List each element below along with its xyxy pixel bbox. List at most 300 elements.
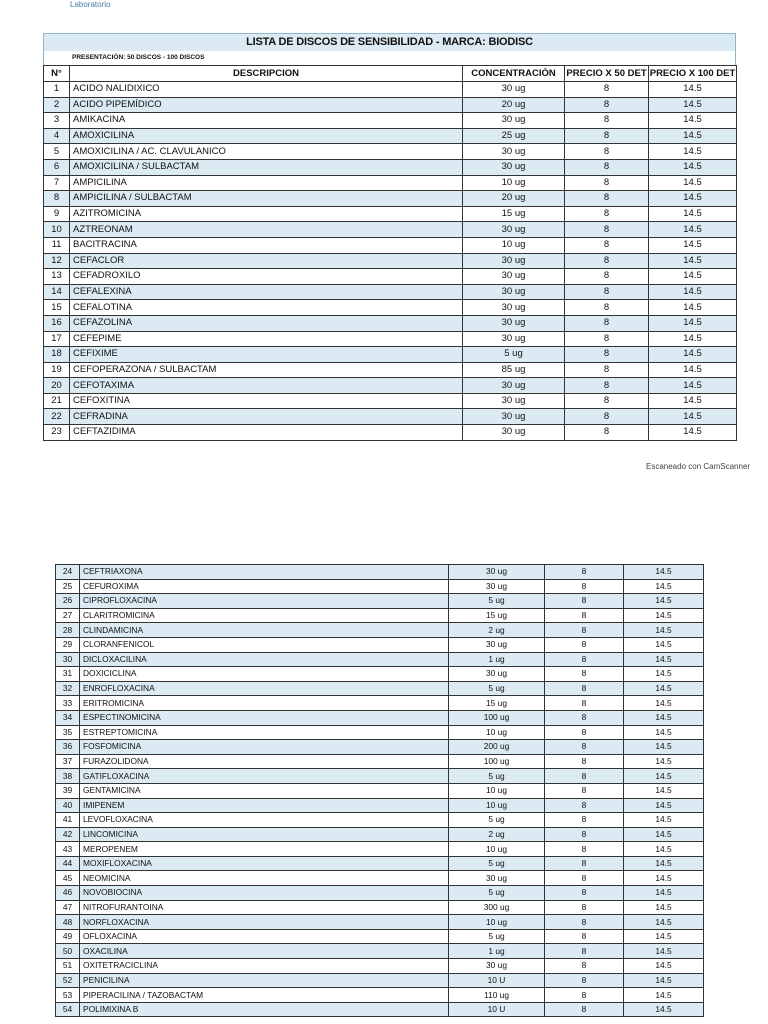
row-price-100: 14.5 [624, 637, 704, 652]
row-description: ESPECTINOMICINA [80, 710, 449, 725]
row-concentration: 200 ug [449, 740, 545, 755]
row-description: CEFACLOR [70, 253, 463, 269]
row-description: BACITRACINA [70, 237, 463, 253]
row-description: CEFOTAXIMA [70, 378, 463, 394]
row-description: PIPERACILINA / TAZOBACTAM [80, 988, 449, 1003]
table-row [44, 237, 737, 253]
sensitivity-table-part2 [55, 564, 704, 1017]
row-price-50: 8 [545, 579, 624, 594]
row-price-100: 14.5 [649, 409, 737, 425]
row-price-50: 8 [545, 608, 624, 623]
row-price-50: 8 [565, 425, 649, 441]
row-price-50: 8 [565, 300, 649, 316]
row-concentration: 30 ug [449, 667, 545, 682]
row-price-50: 8 [545, 710, 624, 725]
row-description: AMOXICILINA [70, 128, 463, 144]
row-number: 12 [44, 253, 70, 269]
row-description: AMPICILINA / SULBACTAM [70, 191, 463, 207]
row-number: 14 [44, 284, 70, 300]
table-row [56, 740, 704, 755]
row-concentration: 2 ug [449, 827, 545, 842]
row-description: LEVOFLOXACINA [80, 813, 449, 828]
table-row [56, 667, 704, 682]
row-number: 27 [56, 608, 80, 623]
row-number: 50 [56, 944, 80, 959]
row-price-50: 8 [545, 988, 624, 1003]
row-description: NORFLOXACINA [80, 915, 449, 930]
row-description: CEFIXIME [70, 347, 463, 363]
row-price-100: 14.5 [624, 710, 704, 725]
row-price-100: 14.5 [624, 827, 704, 842]
row-description: CEFTAZIDIMA [70, 425, 463, 441]
row-price-50: 8 [545, 594, 624, 609]
row-concentration: 5 ug [449, 929, 545, 944]
table-row [56, 944, 704, 959]
row-number: 10 [44, 222, 70, 238]
row-description: PENICILINA [80, 973, 449, 988]
row-concentration: 30 ug [463, 269, 565, 285]
row-price-50: 8 [545, 929, 624, 944]
row-price-100: 14.5 [624, 667, 704, 682]
row-description: ERITROMICINA [80, 696, 449, 711]
cropped-header-fragment: Laboratorio [70, 0, 111, 9]
row-number: 40 [56, 798, 80, 813]
row-number: 18 [44, 347, 70, 363]
row-price-50: 8 [545, 681, 624, 696]
row-description: ACIDO NALIDIXICO [70, 82, 463, 98]
row-concentration: 5 ug [463, 347, 565, 363]
row-price-100: 14.5 [624, 608, 704, 623]
table-row [44, 206, 737, 222]
table-row [56, 856, 704, 871]
header-price-100: PRECIO X 100 DET [649, 66, 737, 82]
row-number: 29 [56, 637, 80, 652]
row-concentration: 30 ug [463, 159, 565, 175]
row-price-100: 14.5 [624, 623, 704, 638]
row-concentration: 85 ug [463, 362, 565, 378]
row-concentration: 30 ug [463, 425, 565, 441]
row-price-50: 8 [565, 253, 649, 269]
row-number: 47 [56, 900, 80, 915]
row-description: CEFALOTINA [70, 300, 463, 316]
row-price-50: 8 [565, 409, 649, 425]
row-description: CEFTRIAXONA [80, 565, 449, 580]
row-description: DICLOXACILINA [80, 652, 449, 667]
row-concentration: 5 ug [449, 769, 545, 784]
table-row [44, 222, 737, 238]
row-price-100: 14.5 [649, 222, 737, 238]
row-price-50: 8 [545, 944, 624, 959]
row-price-100: 14.5 [649, 159, 737, 175]
row-price-100: 14.5 [624, 944, 704, 959]
row-number: 43 [56, 842, 80, 857]
row-price-100: 14.5 [649, 393, 737, 409]
row-number: 54 [56, 1002, 80, 1017]
table-row [56, 783, 704, 798]
row-price-100: 14.5 [649, 378, 737, 394]
row-number: 19 [44, 362, 70, 378]
row-concentration: 100 ug [449, 754, 545, 769]
table-row [44, 128, 737, 144]
row-price-100: 14.5 [649, 347, 737, 363]
row-number: 16 [44, 315, 70, 331]
row-number: 51 [56, 959, 80, 974]
table-row [56, 1002, 704, 1017]
row-price-100: 14.5 [624, 871, 704, 886]
row-description: ACIDO PIPEMÍDICO [70, 97, 463, 113]
row-price-100: 14.5 [649, 300, 737, 316]
table-row [44, 253, 737, 269]
row-concentration: 5 ug [449, 681, 545, 696]
row-price-100: 14.5 [649, 253, 737, 269]
table-row [44, 378, 737, 394]
row-number: 38 [56, 769, 80, 784]
row-number: 17 [44, 331, 70, 347]
row-description: CLARITROMICINA [80, 608, 449, 623]
table-row [56, 623, 704, 638]
row-description: ESTREPTOMICINA [80, 725, 449, 740]
row-price-100: 14.5 [649, 362, 737, 378]
row-number: 5 [44, 144, 70, 160]
row-price-50: 8 [565, 113, 649, 129]
row-price-100: 14.5 [649, 175, 737, 191]
row-concentration: 10 U [449, 1002, 545, 1017]
table-row [44, 284, 737, 300]
row-number: 21 [44, 393, 70, 409]
row-number: 42 [56, 827, 80, 842]
header-price-50: PRECIO X 50 DET [565, 66, 649, 82]
row-description: AMOXICILINA / AC. CLAVULANICO [70, 144, 463, 160]
row-number: 11 [44, 237, 70, 253]
row-concentration: 30 ug [463, 300, 565, 316]
row-number: 37 [56, 754, 80, 769]
row-number: 25 [56, 579, 80, 594]
row-number: 32 [56, 681, 80, 696]
row-price-100: 14.5 [624, 856, 704, 871]
row-concentration: 20 ug [463, 191, 565, 207]
row-price-100: 14.5 [624, 886, 704, 901]
table-row [44, 347, 737, 363]
table-row [56, 710, 704, 725]
row-price-50: 8 [565, 237, 649, 253]
table-row [56, 988, 704, 1003]
row-number: 8 [44, 191, 70, 207]
row-description: AMPICILINA [70, 175, 463, 191]
row-concentration: 110 ug [449, 988, 545, 1003]
row-price-100: 14.5 [624, 769, 704, 784]
row-description: CLINDAMICINA [80, 623, 449, 638]
table-header-row [44, 66, 737, 82]
row-concentration: 30 ug [463, 331, 565, 347]
row-description: OFLOXACINA [80, 929, 449, 944]
row-number: 33 [56, 696, 80, 711]
table-row [44, 425, 737, 441]
table-row [44, 409, 737, 425]
table-title: LISTA DE DISCOS DE SENSIBILIDAD - MARCA: BIODISC [43, 33, 736, 51]
row-price-100: 14.5 [624, 565, 704, 580]
row-price-50: 8 [545, 856, 624, 871]
row-price-50: 8 [545, 900, 624, 915]
row-price-100: 14.5 [649, 206, 737, 222]
row-price-50: 8 [545, 667, 624, 682]
row-price-50: 8 [565, 393, 649, 409]
row-description: CEFRADINA [70, 409, 463, 425]
row-description: CEFUROXIMA [80, 579, 449, 594]
header-concentration: CONCENTRACIÓN [463, 66, 565, 82]
row-concentration: 30 ug [449, 579, 545, 594]
row-price-50: 8 [545, 754, 624, 769]
row-number: 1 [44, 82, 70, 98]
row-price-50: 8 [545, 886, 624, 901]
row-description: CIPROFLOXACINA [80, 594, 449, 609]
table-row [56, 959, 704, 974]
row-description: OXITETRACICLINA [80, 959, 449, 974]
row-concentration: 30 ug [463, 253, 565, 269]
row-price-50: 8 [545, 959, 624, 974]
row-concentration: 30 ug [449, 871, 545, 886]
table-row [56, 681, 704, 696]
row-price-50: 8 [565, 315, 649, 331]
row-description: CEFEPIME [70, 331, 463, 347]
row-price-50: 8 [565, 347, 649, 363]
row-concentration: 1 ug [449, 652, 545, 667]
row-number: 45 [56, 871, 80, 886]
row-price-50: 8 [545, 915, 624, 930]
row-price-50: 8 [565, 378, 649, 394]
row-price-50: 8 [545, 637, 624, 652]
table-row [44, 175, 737, 191]
header-number: N° [44, 66, 70, 82]
row-concentration: 30 ug [463, 82, 565, 98]
row-price-100: 14.5 [624, 798, 704, 813]
table-row [56, 827, 704, 842]
row-price-50: 8 [565, 222, 649, 238]
row-price-100: 14.5 [649, 82, 737, 98]
row-number: 44 [56, 856, 80, 871]
table-row [56, 915, 704, 930]
sensitivity-table-part1 [43, 33, 736, 441]
row-number: 2 [44, 97, 70, 113]
row-price-50: 8 [545, 696, 624, 711]
row-concentration: 15 ug [449, 696, 545, 711]
row-price-50: 8 [565, 144, 649, 160]
row-price-50: 8 [565, 191, 649, 207]
row-price-100: 14.5 [624, 988, 704, 1003]
row-price-50: 8 [545, 827, 624, 842]
table-row [56, 871, 704, 886]
row-description: ENROFLOXACINA [80, 681, 449, 696]
table-row [56, 813, 704, 828]
row-price-100: 14.5 [624, 973, 704, 988]
row-price-100: 14.5 [624, 900, 704, 915]
row-price-50: 8 [565, 284, 649, 300]
table-row [44, 82, 737, 98]
table-row [56, 652, 704, 667]
row-number: 31 [56, 667, 80, 682]
row-description: POLIMIXINA B [80, 1002, 449, 1017]
row-concentration: 15 ug [463, 206, 565, 222]
table-row [56, 725, 704, 740]
row-number: 3 [44, 113, 70, 129]
table-row [56, 929, 704, 944]
row-concentration: 30 ug [463, 409, 565, 425]
row-price-50: 8 [545, 973, 624, 988]
row-concentration: 30 ug [463, 378, 565, 394]
row-concentration: 300 ug [449, 900, 545, 915]
row-concentration: 10 ug [463, 175, 565, 191]
row-price-100: 14.5 [649, 425, 737, 441]
row-concentration: 15 ug [449, 608, 545, 623]
row-number: 46 [56, 886, 80, 901]
row-description: AZITROMICINA [70, 206, 463, 222]
row-number: 9 [44, 206, 70, 222]
row-number: 49 [56, 929, 80, 944]
row-price-50: 8 [545, 623, 624, 638]
row-price-100: 14.5 [649, 269, 737, 285]
row-description: FOSFOMICINA [80, 740, 449, 755]
row-number: 28 [56, 623, 80, 638]
row-price-100: 14.5 [624, 594, 704, 609]
row-number: 24 [56, 565, 80, 580]
row-price-50: 8 [565, 82, 649, 98]
table-row [44, 159, 737, 175]
row-price-50: 8 [545, 842, 624, 857]
row-concentration: 10 ug [449, 842, 545, 857]
row-description: AMIKACINA [70, 113, 463, 129]
row-price-100: 14.5 [649, 315, 737, 331]
row-price-100: 14.5 [649, 331, 737, 347]
row-price-50: 8 [545, 798, 624, 813]
row-price-100: 14.5 [624, 842, 704, 857]
table-row [56, 886, 704, 901]
row-description: CEFAZOLINA [70, 315, 463, 331]
row-number: 20 [44, 378, 70, 394]
row-concentration: 10 ug [449, 915, 545, 930]
table-row [44, 315, 737, 331]
row-number: 48 [56, 915, 80, 930]
row-price-100: 14.5 [649, 237, 737, 253]
row-number: 13 [44, 269, 70, 285]
table-row [56, 637, 704, 652]
row-description: CEFOPERAZONA / SULBACTAM [70, 362, 463, 378]
row-price-50: 8 [565, 159, 649, 175]
row-price-100: 14.5 [624, 959, 704, 974]
row-concentration: 5 ug [449, 856, 545, 871]
row-number: 35 [56, 725, 80, 740]
table-row [56, 579, 704, 594]
row-price-50: 8 [545, 783, 624, 798]
table-row [56, 842, 704, 857]
scanner-watermark: Escaneado con CamScanner [646, 462, 751, 471]
table-subtitle: PRESENTACIÓN: 50 DISCOS - 100 DISCOS [43, 51, 736, 65]
table-row [44, 300, 737, 316]
row-concentration: 30 ug [463, 113, 565, 129]
table-row [56, 565, 704, 580]
row-price-50: 8 [545, 769, 624, 784]
row-price-100: 14.5 [624, 652, 704, 667]
row-description: CLORANFENICOL [80, 637, 449, 652]
row-price-100: 14.5 [649, 144, 737, 160]
table-row [56, 594, 704, 609]
header-description: DESCRIPCION [70, 66, 463, 82]
table-row [44, 191, 737, 207]
table-row [44, 331, 737, 347]
row-concentration: 5 ug [449, 813, 545, 828]
row-price-50: 8 [565, 175, 649, 191]
row-price-100: 14.5 [624, 813, 704, 828]
row-description: GATIFLOXACINA [80, 769, 449, 784]
row-description: GENTAMICINA [80, 783, 449, 798]
row-number: 15 [44, 300, 70, 316]
row-concentration: 2 ug [449, 623, 545, 638]
row-price-100: 14.5 [649, 191, 737, 207]
table-row [44, 97, 737, 113]
row-description: FURAZOLIDONA [80, 754, 449, 769]
row-price-50: 8 [545, 652, 624, 667]
row-concentration: 30 ug [463, 393, 565, 409]
row-price-50: 8 [565, 97, 649, 113]
row-price-50: 8 [545, 813, 624, 828]
table-row [44, 393, 737, 409]
row-price-50: 8 [545, 725, 624, 740]
row-description: IMIPENEM [80, 798, 449, 813]
row-concentration: 100 ug [449, 710, 545, 725]
row-price-100: 14.5 [624, 740, 704, 755]
row-concentration: 5 ug [449, 886, 545, 901]
row-number: 4 [44, 128, 70, 144]
row-description: NOVOBIOCINA [80, 886, 449, 901]
row-price-100: 14.5 [624, 915, 704, 930]
row-price-50: 8 [545, 871, 624, 886]
row-concentration: 10 U [449, 973, 545, 988]
row-description: AMOXICILINA / SULBACTAM [70, 159, 463, 175]
row-concentration: 10 ug [463, 237, 565, 253]
row-description: NEOMICINA [80, 871, 449, 886]
table-row [44, 113, 737, 129]
row-price-50: 8 [565, 362, 649, 378]
row-description: MEROPENEM [80, 842, 449, 857]
row-concentration: 5 ug [449, 594, 545, 609]
row-price-50: 8 [545, 565, 624, 580]
row-concentration: 30 ug [449, 637, 545, 652]
row-concentration: 30 ug [463, 222, 565, 238]
row-number: 52 [56, 973, 80, 988]
row-number: 6 [44, 159, 70, 175]
row-concentration: 30 ug [449, 959, 545, 974]
row-price-100: 14.5 [649, 128, 737, 144]
row-concentration: 20 ug [463, 97, 565, 113]
row-price-50: 8 [565, 128, 649, 144]
row-price-100: 14.5 [649, 113, 737, 129]
table2-body [56, 565, 704, 1017]
row-price-100: 14.5 [624, 725, 704, 740]
row-concentration: 10 ug [449, 725, 545, 740]
row-concentration: 30 ug [449, 565, 545, 580]
row-concentration: 25 ug [463, 128, 565, 144]
row-number: 22 [44, 409, 70, 425]
row-price-100: 14.5 [624, 1002, 704, 1017]
row-price-100: 14.5 [624, 783, 704, 798]
table-row [56, 754, 704, 769]
row-description: CEFOXITINA [70, 393, 463, 409]
row-price-50: 8 [545, 740, 624, 755]
row-number: 41 [56, 813, 80, 828]
table-row [56, 798, 704, 813]
row-price-100: 14.5 [624, 929, 704, 944]
row-price-100: 14.5 [624, 579, 704, 594]
table-row [56, 900, 704, 915]
row-concentration: 30 ug [463, 144, 565, 160]
